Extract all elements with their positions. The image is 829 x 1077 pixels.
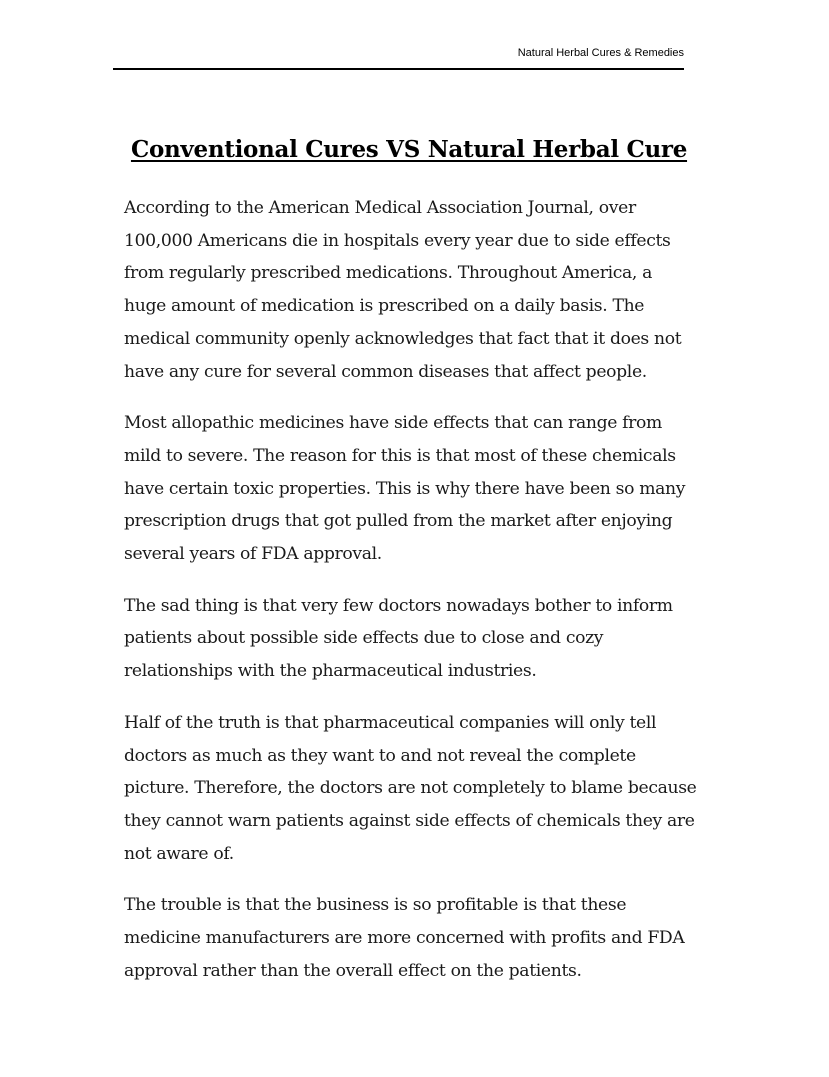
page-header [113, 46, 684, 70]
paragraph-5 [124, 889, 704, 987]
text-line: have any cure for several common diseases that affect people. [124, 361, 647, 382]
text-line: approval rather than the overall effect on the patients. [124, 960, 582, 981]
text-line: mild to severe. The reason for this is that most of these chemicals [124, 445, 676, 466]
text-line: The trouble is that the business is so profitable is that these [124, 895, 627, 916]
page-title: Conventional Cures VS Natural Herbal Cure [130, 136, 688, 163]
paragraph-4 [124, 707, 704, 871]
text-line: patients about possible side effects due to close and cozy [124, 628, 604, 649]
paragraph-1 [124, 192, 704, 388]
text-line: they cannot warn patients against side effects of chemicals they are [124, 810, 695, 831]
text-line: not aware of. [124, 843, 234, 864]
text-line: medical community openly acknowledges that fact that it does not [124, 328, 682, 349]
text-line: prescription drugs that got pulled from the market after enjoying [124, 511, 673, 532]
text-line: Half of the truth is that pharmaceutical companies will only tell [124, 712, 657, 733]
text-line: The sad thing is that very few doctors nowadays bother to inform [124, 595, 673, 616]
text-line: several years of FDA approval. [124, 544, 382, 565]
text-line: 100,000 Americans die in hospitals every year due to side effects [124, 230, 671, 251]
paragraph-3 [124, 590, 704, 688]
text-line: According to the American Medical Association Journal, over [124, 198, 636, 218]
text-line: Most allopathic medicines have side effects that can range from [124, 413, 662, 434]
body-text [124, 192, 704, 1006]
text-line: doctors as much as they want to and not reveal the complete [124, 745, 636, 766]
text-line: picture. Therefore, the doctors are not completely to blame because [124, 778, 697, 799]
text-line: from regularly prescribed medications. Throughout America, a [124, 263, 653, 284]
paragraph-2 [124, 407, 704, 571]
text-line: have certain toxic properties. This is why there have been so many [124, 478, 686, 499]
text-line: medicine manufacturers are more concerned with profits and FDA [124, 928, 685, 949]
running-header-title: Natural Herbal Cures & Remedies [517, 47, 684, 59]
text-line: relationships with the pharmaceutical industries. [124, 661, 537, 682]
text-line: huge amount of medication is prescribed on a daily basis. The [124, 296, 645, 317]
